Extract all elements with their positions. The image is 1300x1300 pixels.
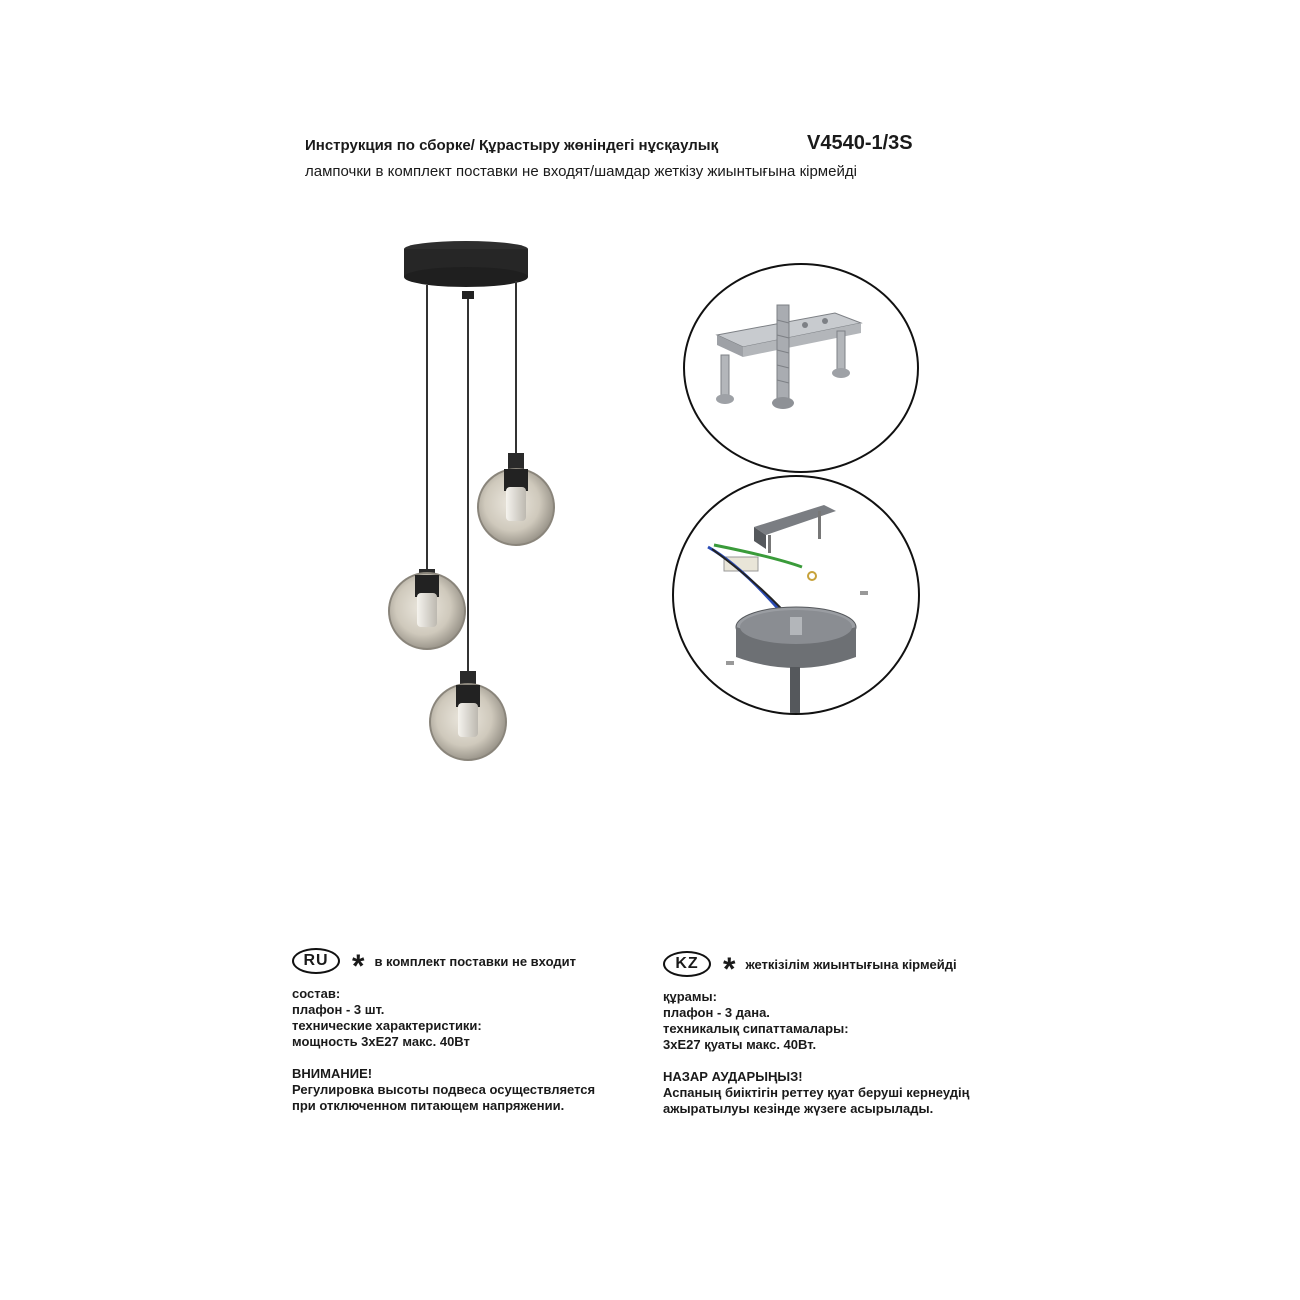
mounting-bracket-screws-illustration: [716, 305, 861, 409]
lamp-shade-left: [389, 569, 465, 649]
ru-spec-line: плафон - 3 шт.: [292, 1002, 385, 1017]
kz-header-row: [663, 949, 1063, 987]
kz-spec-line: плафон - 3 дана.: [663, 1005, 770, 1020]
kz-spec-line: құрамы:: [663, 989, 717, 1004]
kz-spec-line: техникалық сипаттамалары:: [663, 1021, 849, 1036]
ru-header-row: [292, 946, 652, 984]
ru-spec-line: мощность 3хЕ27 макс. 40Вт: [292, 1034, 470, 1049]
page-subtitle: лампочки в комплект поставки не входят/шамдар жеткізу жиынтығына кірмейді: [305, 163, 857, 180]
pendant-lamp-illustration: [370, 235, 570, 775]
ru-spec-line: состав:: [292, 986, 341, 1001]
kz-warning-line: Аспаның биіктігін реттеу қуат беруші кернеудің: [663, 1085, 970, 1100]
lamp-shade-center: [430, 671, 506, 760]
mounting-bracket-figure: [683, 263, 919, 473]
model-number: V4540-1/3S: [807, 132, 913, 154]
kz-section: [663, 949, 1063, 1117]
ru-not-included: в комплект поставки не входит: [374, 953, 576, 969]
kz-warning-line: ажыратылуы кезінде жүзеге асырылады.: [663, 1101, 934, 1116]
kz-warning-title: НАЗАР АУДАРЫҢЫЗ!: [663, 1069, 803, 1084]
asterisk-icon: *: [352, 948, 365, 984]
asterisk-icon: *: [723, 951, 736, 987]
wiring-assembly-figure: [672, 475, 920, 715]
kz-spec-line: 3хЕ27 қуаты макс. 40Вт.: [663, 1037, 817, 1052]
ru-warning-line: при отключенном питающем напряжении.: [292, 1098, 565, 1113]
ru-spec-line: технические характеристики:: [292, 1018, 482, 1033]
kz-not-included: жеткізілім жиынтығына кірмейді: [745, 956, 957, 972]
ru-section: [292, 946, 652, 1114]
lamp-shade-right: [478, 453, 554, 545]
kz-badge: KZ: [663, 951, 711, 977]
ru-warning-title: ВНИМАНИЕ!: [292, 1066, 373, 1081]
canopy-wiring-assembly-illustration: [708, 505, 868, 713]
ru-warning-line: Регулировка высоты подвеса осуществляется: [292, 1082, 596, 1097]
ru-specs: [292, 986, 652, 1114]
page-title: Инструкция по сборке/ Құрастыру жөніндегі нұсқаулық: [305, 137, 719, 154]
ru-badge: RU: [292, 948, 340, 974]
kz-specs: [663, 989, 1063, 1117]
